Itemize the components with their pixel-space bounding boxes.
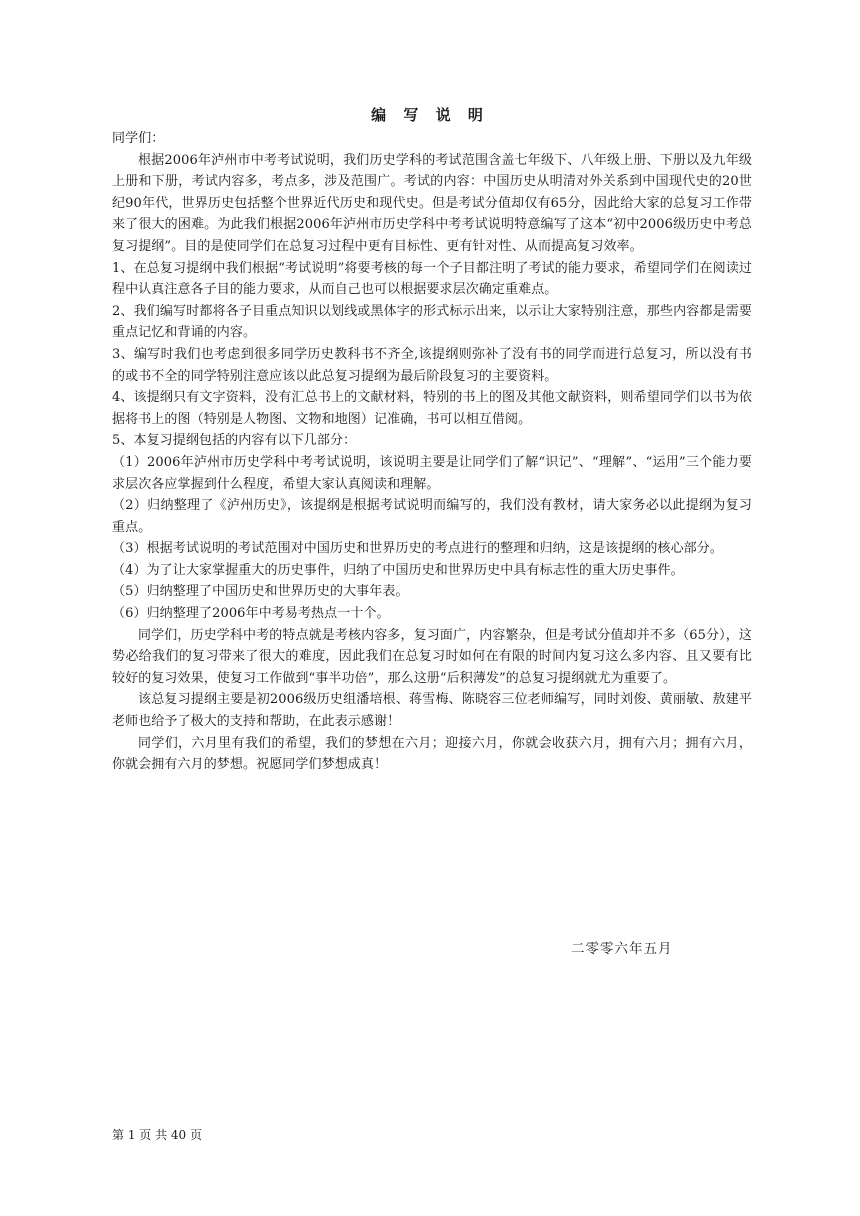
list-item-4: 4、该提纲只有文字资料，没有汇总书上的文献材料，特别的书上的图及其他文献资料，则希望同学们以书为依据将书上的图（特别是人物图、文物和地图）记准确，书可以相互借阅。 [112, 390, 752, 427]
sub-item-3: （3）根据考试说明的考试范围对中国历史和世界历史的考点进行的整理和归纳，这是该提纲的核心部分。 [112, 541, 723, 557]
sub-item-1: （1）2006年泸州市历史学科中考考试说明，该说明主要是让同学们了解“识记”、“理解”、“运用”三个能力要求层次各应掌握到什么程度，希望大家认真阅读和理解。 [112, 454, 752, 492]
document-body [112, 128, 752, 776]
greeting: 同学们： [112, 131, 165, 146]
sub-item-6: （6）归纳整理了2006年中考易考热点一十个。 [112, 606, 390, 622]
document-date: 二零零六年五月 [571, 941, 673, 957]
sub-item-5: （5）归纳整理了中国历史和世界历史的大事年表。 [112, 584, 409, 600]
list-item-5: 5、本复习提纲包括的内容有以下几部分： [112, 433, 357, 449]
closing-paragraph-2: 同学们，六月里有我们的希望，我们的梦想在六月；迎接六月，你就会收获六月，拥有六月；拥有六月，你就会拥有六月的梦想。祝愿同学们梦想成真！ [112, 735, 752, 773]
intro-paragraph: 根据2006年泸州市中考考试说明，我们历史学科的考试范围含盖七年级下、八年级上册、下册以及九年级上册和下册，考试内容多，考点多，涉及范围广。考试的内容：中国历史从明清对外关系到中国现代史的20世纪90年代，世界历史包括整个世界近代历史和现代史。但是考试分值却仅有65分，因此给大家的总复习工作带来了很大的困难。为此我们根据2006年泸州市历史学科中考考试说明特意编写了这本“初中2006级历史中考总复习提纲”。目的是使同学们在总复习过程中更有目标性、更有针对性、从而提高复习效率。 [112, 152, 752, 254]
document-title: 编 写 说 明 [371, 106, 489, 124]
sub-item-2: （2）归纳整理了《泸州历史》，该提纲是根据考试说明而编写的，我们没有教材，请大家务必以此提纲为复习重点。 [112, 498, 752, 535]
list-item-2: 2、我们编写时都将各子目重点知识以划线或黑体字的形式标示出来，以示让大家特别注意，那些内容都是需要重点记忆和背诵的内容。 [112, 303, 752, 341]
page-footer: 第 1 页 共 40 页 [112, 1128, 202, 1142]
list-item-1: 1、在总复习提纲中我们根据“考试说明”将要考核的每一个子目都注明了考试的能力要求，希望同学们在阅读过程中认真注意各子目的能力要求，从而自己也可以根据要求层次确定重难点。 [112, 260, 752, 298]
sub-item-4: （4）为了让大家掌握重大的历史事件，归纳了中国历史和世界历史中具有标志性的重大历史事件。 [112, 562, 684, 578]
acknowledgement-paragraph: 该总复习提纲主要是初2006级历史组潘培根、蒋雪梅、陈晓容三位老师编写，同时刘俊、黄丽敏、敖建平老师也给予了极大的支持和帮助，在此表示感谢！ [112, 692, 752, 730]
closing-paragraph-1: 同学们，历史学科中考的特点就是考核内容多，复习面广，内容繁杂，但是考试分值却并不多（65分），这势必给我们的复习带来了很大的难度，因此我们在总复习时如何在有限的时间内复习这么多内容、且又要有比较好的复习效果，使复习工作做到“事半功倍”，那么这册“后积薄发”的总复习提纲就尤为重要了。 [112, 627, 752, 686]
list-item-3: 3、编写时我们也考虑到很多同学历史教科书不齐全,该提纲则弥补了没有书的同学而进行总复习，所以没有书的或书不全的同学特别注意应该以此总复习提纲为最后阶段复习的主要资料。 [112, 346, 752, 384]
